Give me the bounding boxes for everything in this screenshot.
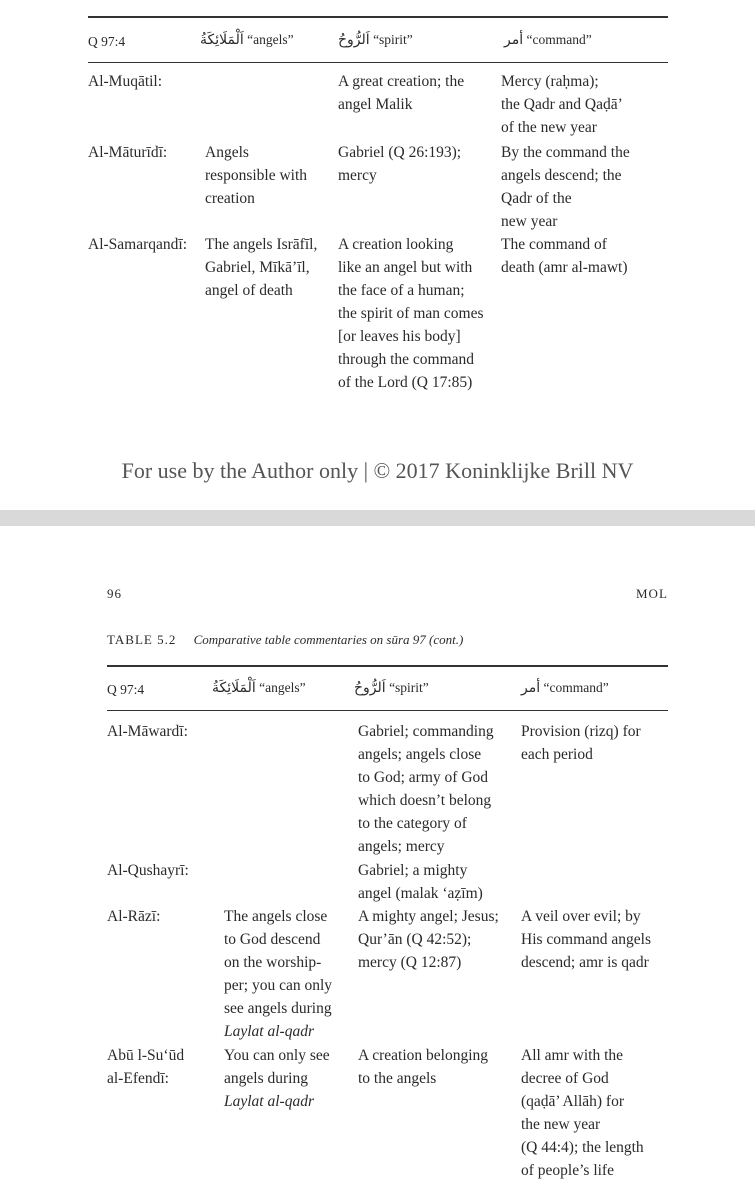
text-line: of people’s life	[521, 1162, 614, 1179]
spirit-english: “spirit”	[389, 680, 429, 695]
cell-spirit	[358, 859, 483, 905]
col-header-spirit	[354, 676, 429, 700]
text-line: Abū l-Su‘ūd	[107, 1047, 185, 1064]
spirit-english: “spirit”	[373, 32, 413, 47]
text-line: death (amr al-mawt)	[501, 259, 628, 276]
caption-label: TABLE 5.2	[107, 632, 177, 647]
text-line: The command of	[501, 236, 607, 253]
cell-spirit	[358, 720, 494, 858]
text-line: of the new year	[501, 119, 597, 136]
cell-command	[521, 905, 651, 974]
text-line: (qaḍā’ Allāh) for	[521, 1093, 624, 1110]
command-arabic: أمر	[504, 32, 524, 48]
col-header-command	[504, 28, 592, 52]
text-line: the new year	[521, 1116, 601, 1133]
text-line: see angels during	[224, 1000, 332, 1017]
page-number: 96	[107, 586, 122, 601]
col-header-spirit	[338, 28, 413, 52]
text-line: angel (malak ‘aẓīm)	[358, 885, 483, 902]
cell-command	[501, 70, 623, 139]
text-line: [or leaves his body]	[338, 328, 461, 345]
cell-angels	[224, 1044, 330, 1113]
text-line: the face of a human;	[338, 282, 465, 299]
row-name: Al-Samarqandī:	[88, 236, 188, 253]
cell-angels	[224, 905, 332, 1043]
running-head: MOL	[636, 586, 668, 601]
text-line: angel of death	[205, 282, 293, 299]
text-line: The angels close	[224, 908, 328, 925]
cell-command	[501, 141, 630, 233]
text-line: A creation belonging	[358, 1047, 488, 1064]
text-line: of the Lord (Q 17:85)	[338, 374, 473, 391]
col-header-angels	[200, 28, 294, 52]
cell-spirit	[358, 905, 499, 974]
text-line: per; you can only	[224, 977, 333, 994]
text-line: Al-Rāzī:	[107, 908, 161, 925]
text-line: to God descend	[224, 931, 321, 948]
page-divider	[0, 510, 755, 526]
text-line: Gabriel (Q 26:193);	[338, 144, 462, 161]
text-line: each period	[521, 746, 593, 763]
text-line: decree of God	[521, 1070, 609, 1087]
command-english: “command”	[526, 32, 592, 47]
text-line: His command angels	[521, 931, 652, 948]
row-name	[107, 720, 188, 743]
col-header-angels	[212, 676, 306, 700]
row-name	[107, 859, 189, 882]
cell-spirit	[338, 70, 464, 116]
text-line: Gabriel; a mighty	[358, 862, 468, 879]
text-line: the spirit of man comes	[338, 305, 484, 322]
text-line: Provision (rizq) for	[521, 723, 641, 740]
row-name: Al-Māturīdī:	[88, 144, 168, 161]
text-line: Al-Māwardī:	[107, 723, 188, 740]
cell-angels	[205, 233, 317, 302]
text-line: angels; mercy	[358, 838, 445, 855]
text-line: Al-Qushayrī:	[107, 862, 189, 879]
text-line: new year	[501, 213, 558, 230]
text-line: Qadr of the	[501, 190, 572, 207]
table-top-rule	[107, 665, 668, 667]
text-line: You can only see	[224, 1047, 330, 1064]
text-line: which doesn’t belong	[358, 792, 492, 809]
text-line: A mighty angel; Jesus;	[358, 908, 499, 925]
text-line: responsible with	[205, 167, 308, 184]
text-line: mercy	[338, 167, 377, 184]
cell-command	[521, 1044, 644, 1182]
caption-text: Comparative table commentaries on sūra 97 (cont.)	[193, 632, 464, 647]
row-name	[107, 1044, 184, 1090]
text-line: Angels	[205, 144, 249, 161]
row-name	[107, 905, 160, 928]
text-line: like an angel but with	[338, 259, 473, 276]
text-line: Gabriel; commanding	[358, 723, 494, 740]
cell-spirit	[338, 233, 484, 394]
command-arabic: أمر	[521, 680, 541, 696]
text-line: A creation looking	[338, 236, 454, 253]
text-line: Gabriel, Mīkā’īl,	[205, 259, 310, 276]
angels-arabic: اَلْمَلَائِكَةُ	[212, 680, 256, 696]
spirit-arabic: اَلرُّوحُ	[338, 32, 370, 48]
text-line: to the category of	[358, 815, 467, 832]
text-line: Laylat al-qadr	[224, 1093, 314, 1110]
text-line: (Q 44:4); the length	[521, 1139, 644, 1156]
spirit-arabic: اَلرُّوحُ	[354, 680, 386, 696]
text-line: Laylat al-qadr	[224, 1023, 314, 1040]
cell-command	[521, 720, 641, 766]
angels-arabic: اَلْمَلَائِكَةُ	[200, 32, 244, 48]
text-line: Mercy (raḥma);	[501, 73, 599, 90]
text-line: creation	[205, 190, 255, 207]
text-line: on the worship-	[224, 954, 322, 971]
text-line: through the command	[338, 351, 475, 368]
text-line: Qur’ān (Q 42:52);	[358, 931, 472, 948]
text-line: A veil over evil; by	[521, 908, 641, 925]
text-line: angels; angels close	[358, 746, 482, 763]
text-line: All amr with the	[521, 1047, 624, 1064]
text-line: descend; amr is qadr	[521, 954, 649, 971]
table-top-rule	[88, 16, 668, 18]
text-line: angels descend; the	[501, 167, 622, 184]
command-english: “command”	[543, 680, 609, 695]
text-line: angels during	[224, 1070, 308, 1087]
text-line: al-Efendī:	[107, 1070, 169, 1087]
cell-command	[501, 233, 628, 279]
row-name: Al-Muqātil:	[88, 73, 163, 90]
cell-spirit	[338, 141, 461, 187]
header-rule	[107, 710, 668, 711]
text-line: By the command the	[501, 144, 630, 161]
cell-spirit	[358, 1044, 488, 1090]
copyright-footer: For use by the Author only | © 2017 Koninklijke Brill NV	[121, 458, 634, 483]
col-header-command	[521, 676, 609, 700]
angels-english: “angels”	[247, 32, 294, 47]
angels-english: “angels”	[259, 680, 306, 695]
text-line: to the angels	[358, 1070, 437, 1087]
page-top	[0, 0, 755, 510]
table-caption	[107, 632, 463, 648]
cell-angels	[205, 141, 307, 210]
header-rule	[88, 62, 668, 63]
col-header-verse: Q 97:4	[107, 682, 145, 697]
col-header-verse: Q 97:4	[88, 34, 126, 49]
text-line: The angels Isrāfīl,	[205, 236, 318, 253]
text-line: the Qadr and Qaḍā’	[501, 96, 623, 113]
text-line: mercy (Q 12:87)	[358, 954, 462, 971]
text-line: angel Malik	[338, 96, 413, 113]
text-line: A great creation; the	[338, 73, 465, 90]
text-line: to God; army of God	[358, 769, 489, 786]
